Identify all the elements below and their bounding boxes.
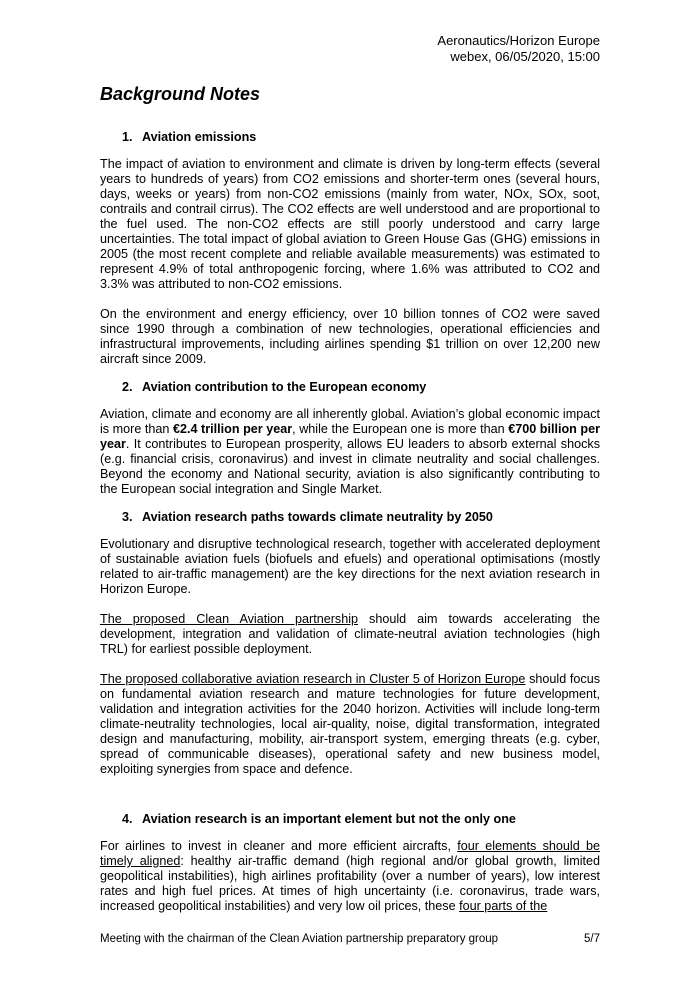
document-title: Background Notes [100, 84, 261, 104]
section-number: 4. [122, 812, 133, 826]
underlined-text: The proposed Clean Aviation partnership [100, 612, 359, 626]
paragraph: Evolutionary and disruptive technological research, together with accelerated deployment of sustainable aviation fuels (biofuels and efuels) and operational optimisations (mostly related to air-traffic management) are the key directions for the next aviation research in Horizon Europe. [100, 537, 600, 596]
section-title: Aviation emissions [142, 130, 257, 144]
section-number: 2. [122, 380, 133, 394]
section-number: 3. [122, 510, 133, 524]
page-number: 5/7 [584, 933, 600, 945]
spacer [100, 792, 600, 806]
paragraph: The impact of aviation to environment and climate is driven by long-term effects (several years to hundreds of years) from CO2 emissions and shorter-term ones (several hours, days, weeks or years) from non-CO2 emissions (mainly from water, NOx, SOx, soot, contrails and contrail cirrus). The CO2 effects are well understood and are proportional to the fuel used. The non-CO2 effects are still poorly understood and carry large uncertainties. The total impact of global aviation to Green House Gas (GHG) emissions in 2005 (the most recent complete and reliable available measurements) was estimated to represent 4.9% of total anthropogenic forcing, where 1.6% was attributed to CO2 and 3.3% was attributed to non-CO2 emissions. [100, 157, 600, 291]
section-title: Aviation research is an important element but not the only one [142, 812, 516, 826]
text-run: should focus on fundamental aviation research and mature technologies for future development, validation and integration activities for the 2040 horizon. Activities will include long-term climate-neutrality technologies, local air-quality, noise, digital transformation, integrated design and manufacturing, mobility, air-transport system, emerging threats (e.g. cyber, spread of communicable diseases), operational safety and new business model, exploiting synergies from space and defence. [100, 672, 600, 776]
section-heading-2 [122, 380, 600, 395]
section-heading-3 [122, 510, 600, 525]
paragraph [100, 612, 600, 657]
text-run: : healthy air-traffic demand (high regional and/or global growth, limited geopolitical instabilities), high airlines profitability (over a number of years), low interest rates and high fuel prices. At times of high uncertainty (i.e. coronavirus, trade wars, increased geopolitical instabilities) and very low oil prices, these [100, 854, 600, 913]
text-run: , while the European one is more than [292, 422, 509, 436]
section-title: Aviation research paths towards climate neutrality by 2050 [142, 510, 493, 524]
section-heading-4 [122, 812, 600, 827]
page-footer [100, 933, 600, 945]
document-body [100, 124, 600, 929]
document-header [437, 33, 600, 65]
underlined-text: four parts of the [459, 899, 548, 913]
paragraph [100, 407, 600, 497]
underlined-text: The proposed collaborative aviation research in Cluster 5 of Horizon Europe [100, 672, 526, 686]
bold-figure: €700 billion per year [100, 422, 601, 451]
header-line-1: Aeronautics/Horizon Europe [437, 33, 600, 48]
underlined-text: four elements should be timely aligned [100, 839, 601, 868]
section-number: 1. [122, 130, 133, 144]
text-run: For airlines to invest in cleaner and more efficient aircrafts, [100, 839, 458, 853]
bold-figure: €2.4 trillion per year [172, 422, 293, 436]
header-line-2: webex, 06/05/2020, 15:00 [450, 49, 600, 64]
text-run: . It contributes to European prosperity, allows EU leaders to absorb external shocks (e.g. financial crisis, coronavirus) and invest in climate neutrality and social challenges. Beyond the economy and National security, aviation is also significantly contributing to the European social integration and Single Market. [100, 437, 600, 496]
footer-text: Meeting with the chairman of the Clean Aviation partnership preparatory group [100, 933, 499, 945]
paragraph [100, 672, 600, 777]
paragraph [100, 839, 600, 914]
text-run: should aim towards accelerating the development, integration and validation of climate-neutral aviation technologies (high TRL) for earliest possible deployment. [100, 612, 600, 656]
paragraph: On the environment and energy efficiency, over 10 billion tonnes of CO2 were saved since 1990 through a combination of new technologies, operational efficiencies and infrastructural improvements, including airlines spending $1 trillion on over 12,200 new aircraft since 2009. [100, 307, 600, 366]
section-title: Aviation contribution to the European economy [142, 380, 427, 394]
text-run: Aviation, climate and economy are all inherently global. Aviation’s global economic impact is more than [100, 407, 600, 436]
section-heading-1 [122, 130, 600, 145]
